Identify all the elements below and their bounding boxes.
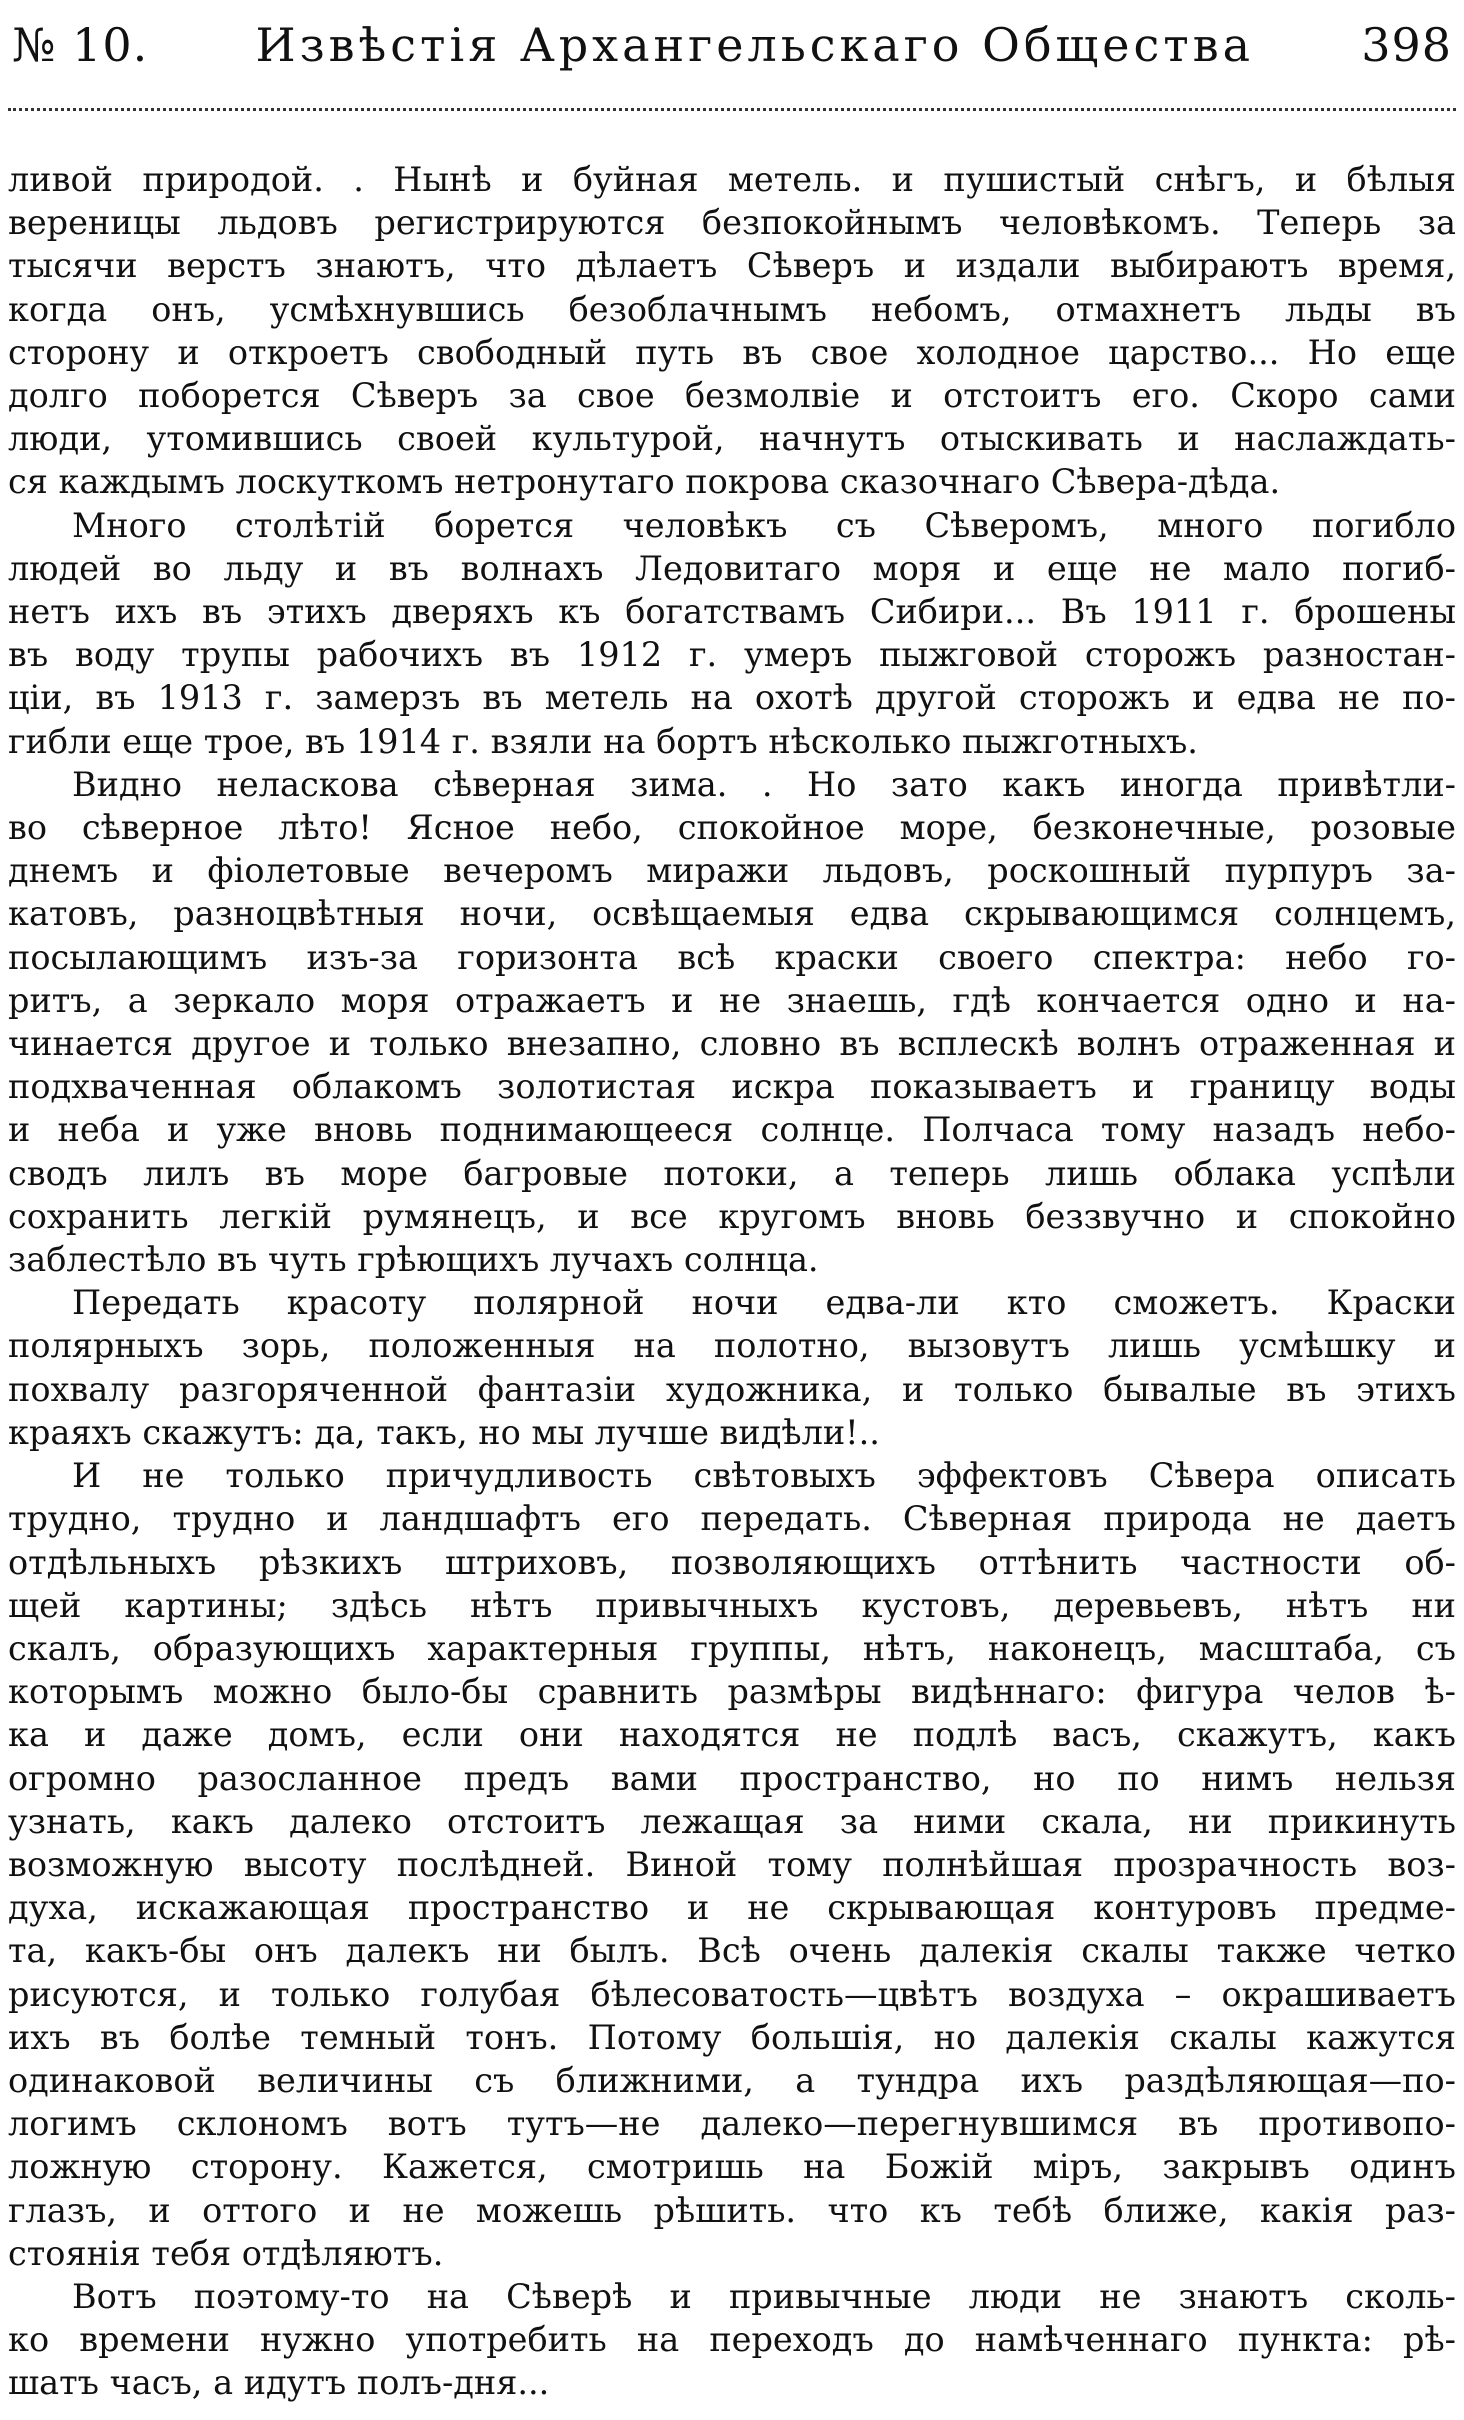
text-line: И не только причудливость свѣтовыхъ эффектовъ Сѣвера описать bbox=[72, 1456, 1456, 1496]
journal-title: Извѣстія Архангельскаго Общества bbox=[255, 18, 1255, 72]
text-line: похвалу разгоряченной фантазіи художника, и только бывалые въ этихъ bbox=[8, 1369, 1456, 1409]
text-line: ко времени нужно употребить на переходъ до намѣченнаго пункта: рѣ- bbox=[8, 2320, 1456, 2360]
text-line: глазъ, и оттого и не можешь рѣшить. что къ тебѣ ближе, какія раз- bbox=[8, 2190, 1456, 2230]
text-line: ложную сторону. Кажется, смотришь на Божій міръ, закрывъ одинъ bbox=[8, 2147, 1456, 2187]
text-line: вереницы льдовъ регистрируются безпокойнымъ человѣкомъ. Теперь за bbox=[8, 203, 1456, 243]
text-line: днемъ и фіолетовые вечеромъ миражи льдовъ, роскошный пурпуръ за- bbox=[8, 851, 1456, 891]
paragraph bbox=[8, 1281, 1456, 1454]
text-line: сторону и откроетъ свободный путь въ свое холодное царство... Но еще bbox=[8, 332, 1456, 372]
text-line: и неба и уже вновь поднимающееся солнце. Полчаса тому назадъ небо- bbox=[8, 1110, 1456, 1150]
text-line: ихъ въ болѣе темный тонъ. Потому большія, но далекія скалы кажутся bbox=[8, 2017, 1456, 2057]
text-line: во сѣверное лѣто! Ясное небо, спокойное море, безконечные, розовые bbox=[8, 808, 1456, 848]
text-line: краяхъ скажутъ: да, такъ, но мы лучше видѣли!.. bbox=[8, 1412, 880, 1452]
page-number: 398 bbox=[1361, 18, 1452, 72]
text-line: стоянія тебя отдѣляютъ. bbox=[8, 2233, 444, 2273]
text-line: чинается другое и только внезапно, словно въ всплескѣ волнъ отраженная и bbox=[8, 1024, 1456, 1064]
text-line: которымъ можно было-бы сравнить размѣры видѣннаго: фигура челов ѣ- bbox=[8, 1672, 1456, 1712]
text-line: полярныхъ зорь, положенныя на полотно, вызовутъ лишь усмѣшку и bbox=[8, 1326, 1456, 1366]
text-line: люди, утомившись своей культурой, начнутъ отыскивать и наслаждать- bbox=[8, 419, 1456, 459]
text-line: когда онъ, усмѣхнувшись безоблачнымъ небомъ, отмахнетъ льды въ bbox=[8, 289, 1456, 329]
paragraph bbox=[8, 2275, 1456, 2405]
text-line: скалъ, образующихъ характерныя группы, нѣтъ, наконецъ, масштаба, съ bbox=[8, 1628, 1456, 1668]
text-line: заблестѣло въ чуть грѣющихъ лучахъ солнца. bbox=[8, 1240, 819, 1280]
text-line: Много столѣтій борется человѣкъ съ Сѣверомъ, много погибло bbox=[72, 505, 1456, 545]
text-line: Вотъ поэтому-то на Сѣверѣ и привычные люди не знаютъ сколь- bbox=[72, 2276, 1456, 2316]
paragraph bbox=[8, 763, 1456, 1281]
text-line: отдѣльныхъ рѣзкихъ штриховъ, позволяющихъ оттѣнить частности об- bbox=[8, 1542, 1456, 1582]
text-line: гибли еще трое, въ 1914 г. взяли на бортъ нѣсколько пыжготныхъ. bbox=[8, 721, 1198, 761]
article-body bbox=[8, 158, 1456, 2420]
text-line: сводъ лилъ въ море багровые потоки, а теперь лишь облака успѣли bbox=[8, 1153, 1456, 1193]
text-line: одинаковой величины съ ближними, а тундра ихъ раздѣляющая—по- bbox=[8, 2060, 1456, 2100]
paragraph bbox=[8, 504, 1456, 763]
text-line: огромно разосланное предъ вами пространство, но по нимъ нельзя bbox=[8, 1758, 1456, 1798]
text-line: трудно, трудно и ландшафтъ его передать. Сѣверная природа не даетъ bbox=[8, 1499, 1456, 1539]
header-divider bbox=[8, 108, 1456, 111]
paragraph bbox=[8, 158, 1456, 504]
text-line: ка и даже домъ, если они находятся не подлѣ васъ, скажутъ, какъ bbox=[8, 1715, 1456, 1755]
issue-number: № 10. bbox=[12, 18, 149, 72]
text-line: Передать красоту полярной ночи едва-ли кто сможетъ. Краски bbox=[72, 1283, 1456, 1323]
text-line: долго поборется Сѣверъ за свое безмолвіе и отстоитъ его. Скоро сами bbox=[8, 376, 1456, 416]
text-line: ливой природой. . Нынѣ и буйная метель. и пушистый снѣгъ, и бѣлыя bbox=[8, 160, 1456, 199]
text-line: посылающимъ изъ-за горизонта всѣ краски своего спектра: небо го- bbox=[8, 937, 1456, 977]
text-line: сохранить легкій румянецъ, и все кругомъ вновь беззвучно и спокойно bbox=[8, 1196, 1456, 1236]
text-line: Видно неласкова сѣверная зима. . Но зато какъ иногда привѣтли- bbox=[72, 764, 1456, 804]
text-line: щей картины; здѣсь нѣтъ привычныхъ кустовъ, деревьевъ, нѣтъ ни bbox=[8, 1585, 1456, 1625]
text-line: ся каждымъ лоскуткомъ нетронутаго покрова сказочнаго Сѣвера-дѣда. bbox=[8, 462, 1281, 502]
text-line: возможную высоту послѣдней. Виной тому полнѣйшая прозрачность воз- bbox=[8, 1844, 1456, 1884]
text-line: подхваченная облакомъ золотистая искра показываетъ и границу воды bbox=[8, 1067, 1456, 1107]
text-line: тысячи верстъ знаютъ, что дѣлаетъ Сѣверъ и издали выбираютъ время, bbox=[8, 246, 1456, 286]
text-line: ціи, въ 1913 г. замерзъ въ метель на охотѣ другой сторожъ и едва не по- bbox=[8, 678, 1456, 718]
text-line: нетъ ихъ въ этихъ дверяхъ къ богатствамъ Сибири... Въ 1911 г. брошены bbox=[8, 592, 1456, 632]
text-line: въ воду трупы рабочихъ въ 1912 г. умеръ пыжговой сторожъ разностан- bbox=[8, 635, 1456, 675]
text-line: шатъ часъ, а идутъ полъ-дня... bbox=[8, 2363, 550, 2403]
text-line: узнать, какъ далеко отстоитъ лежащая за ними скала, ни прикинуть bbox=[8, 1801, 1456, 1841]
text-line: духа, искажающая пространство и не скрывающая контуровъ предме- bbox=[8, 1888, 1456, 1928]
text-line: логимъ склономъ вотъ тутъ—не далеко—перегнувшимся въ противопо- bbox=[8, 2104, 1456, 2144]
text-line: ритъ, а зеркало моря отражаетъ и не знаешь, гдѣ кончается одно и на- bbox=[8, 980, 1456, 1020]
text-line: катовъ, разноцвѣтныя ночи, освѣщаемыя едва скрывающимся солнцемъ, bbox=[8, 894, 1456, 934]
text-line: людей во льду и въ волнахъ Ледовитаго моря и еще не мало погиб- bbox=[8, 548, 1456, 588]
running-header bbox=[12, 10, 1452, 80]
text-line: рисуются, и только голубая бѣлесоватость—цвѣтъ воздуха – окрашиваетъ bbox=[8, 1974, 1456, 2014]
text-line: та, какъ-бы онъ далекъ ни былъ. Всѣ очень далекія скалы также четко bbox=[8, 1931, 1456, 1971]
paragraph bbox=[8, 1454, 1456, 2275]
